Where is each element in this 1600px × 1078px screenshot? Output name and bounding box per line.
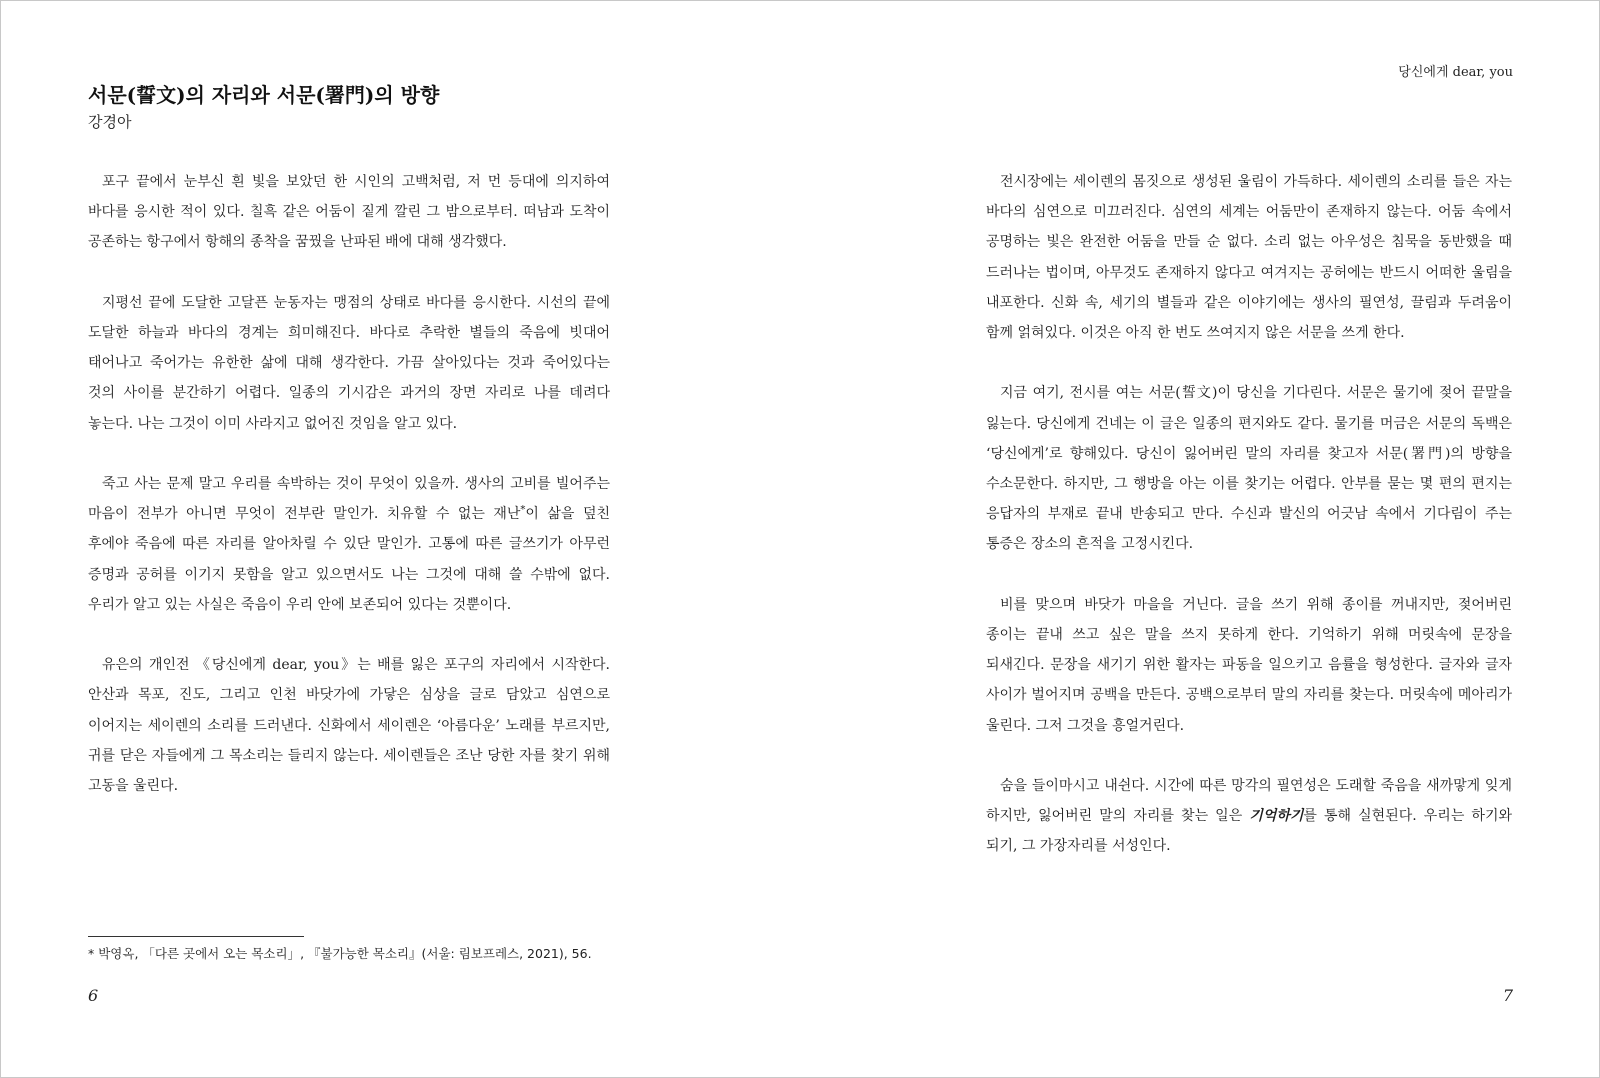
footnote: * 박영옥, 「다른 곳에서 오는 목소리」, 『불가능한 목소리』(서울: 림보프레스, 2021), 56. xyxy=(88,946,592,961)
page-number-right: 7 xyxy=(1502,986,1513,1005)
paragraph-3-text-b: 이 삶을 덮친 후에야 죽음에 따른 자리를 알아차릴 수 있단 말인가. 고통에 따른 글쓰기가 아무런 증명과 공허를 이기지 못함을 알고 있으면서도 나는 그것에 대해 쓸 수밖에 없다. 우리가 알고 있는 사실은 죽음이 우리 안에 보존되어 있다는 것뿐이다. xyxy=(88,506,610,613)
paragraph-1: 포구 끝에서 눈부신 흰 빛을 보았던 한 시인의 고백처럼, 저 먼 등대에 의지하여 바다를 응시한 적이 있다. 칠흑 같은 어둠이 짙게 깔린 그 밤으로부터. 떠남과 도착이 공존하는 항구에서 항해의 종착을 꿈꿨을 난파된 배에 대해 생각했다. xyxy=(88,174,610,251)
paragraph-4: 유은의 개인전 《당신에게 dear, you》는 배를 잃은 포구의 자리에서 시작한다. 안산과 목포, 진도, 그리고 인천 바닷가에 가닿은 심상을 글로 담았고 심연으로 이어지는 세이렌의 소리를 드러낸다. 신화에서 세이렌은 ‘아름다운’ 노래를 부르지만, 귀를 닫은 자들에게 그 목소리는 들리지 않는다. 세이렌들은 조난 당한 자를 찾기 위해 고동을 울린다. xyxy=(88,657,610,795)
paragraph-7: 비를 맞으며 바닷가 마을을 거닌다. 글을 쓰기 위해 종이를 꺼내지만, 젖어버린 종이는 끝내 쓰고 싶은 말을 쓰지 못하게 한다. 기억하기 위해 머릿속에 문장을 되새긴다. 문장을 새기기 위한 활자는 파동을 일으키고 음률을 형성한다. 글자와 글자 사이가 벌어지며 공백을 만든다. 공백으로부터 말의 자리를 찾는다. 머릿속에 메아리가 울린다. 그저 그것을 흥얼거린다. xyxy=(986,596,1512,734)
author-name: 강경아 xyxy=(88,113,132,131)
running-header: 당신에게 dear, you xyxy=(1398,65,1513,80)
footnote-divider xyxy=(88,936,304,937)
paragraph-3 xyxy=(88,469,610,620)
paragraph-8-text-a: 숨을 들이마시고 내쉰다. 시간에 따른 망각의 필연성은 도래할 죽음을 새까맣게 잊게 하지만, 잃어버린 말의 자리를 찾는 일은 xyxy=(986,778,1512,825)
paragraph-2: 지평선 끝에 도달한 고달픈 눈동자는 맹점의 상태로 바다를 응시한다. 시선의 끝에 도달한 하늘과 바다의 경계는 희미해진다. 바다로 추락한 별들의 죽음에 빗대어 태어나고 죽어가는 유한한 삶에 대해 생각한다. 가끔 살아있다는 것과 죽어있다는 것의 사이를 분간하기 어렵다. 일종의 기시감은 과거의 장면 자리로 나를 데려다 놓는다. 나는 그것이 이미 사라지고 없어진 것임을 알고 있다. xyxy=(88,294,610,432)
left-body-text xyxy=(88,167,610,801)
right-body-text xyxy=(986,167,1512,862)
paragraph-8 xyxy=(986,771,1512,862)
right-page xyxy=(800,1,1599,1077)
footnote-marker: * xyxy=(520,504,526,516)
paragraph-6: 지금 여기, 전시를 여는 서문(誓文)이 당신을 기다린다. 서문은 물기에 젖어 끝말을 잃는다. 당신에게 건네는 이 글은 일종의 편지와도 같다. 물기를 머금은 서문의 독백은 ‘당신에게’로 향해있다. 당신이 잃어버린 말의 자리를 찾고자 서문(署門)의 방향을 수소문한다. 하지만, 그 행방을 아는 이를 찾기는 어렵다. 안부를 묻는 몇 편의 편지는 응답자의 부재로 끝내 반송되고 만다. 수신과 발신의 어긋남 속에서 기다림이 주는 통증은 장소의 흔적을 고정시킨다. xyxy=(986,385,1512,553)
paragraph-8-text-b: 를 통해 실현된다. 우리는 하기와 되기, 그 가장자리를 서성인다. xyxy=(986,808,1512,855)
left-page xyxy=(1,1,800,1077)
paragraph-5: 전시장에는 세이렌의 몸짓으로 생성된 울림이 가득하다. 세이렌의 소리를 들은 자는 바다의 심연으로 미끄러진다. 심연의 세계는 어둠만이 존재하지 않는다. 어둠 속에서 공명하는 빛은 완전한 어둠을 만들 순 없다. 소리 없는 아우성은 침묵을 동반했을 때 드러나는 법이며, 아무것도 존재하지 않다고 여겨지는 공허에는 반드시 어떠한 울림을 내포한다. 신화 속, 세기의 별들과 같은 이야기에는 생사의 필연성, 끌림과 두려움이 함께 얽혀있다. 이것은 아직 한 번도 쓰여지지 않은 서문을 쓰게 한다. xyxy=(986,174,1512,342)
page-number-left: 6 xyxy=(88,986,99,1005)
emphasized-word: 기억하기 xyxy=(1249,808,1304,825)
paragraph-3-text-a: 죽고 사는 문제 말고 우리를 속박하는 것이 무엇이 있을까. 생사의 고비를 빌어주는 마음이 전부가 아니면 무엇이 전부란 말인가. 치유할 수 없는 재난 xyxy=(88,476,610,523)
essay-title: 서문(誓文)의 자리와 서문(署門)의 방향 xyxy=(88,83,440,107)
